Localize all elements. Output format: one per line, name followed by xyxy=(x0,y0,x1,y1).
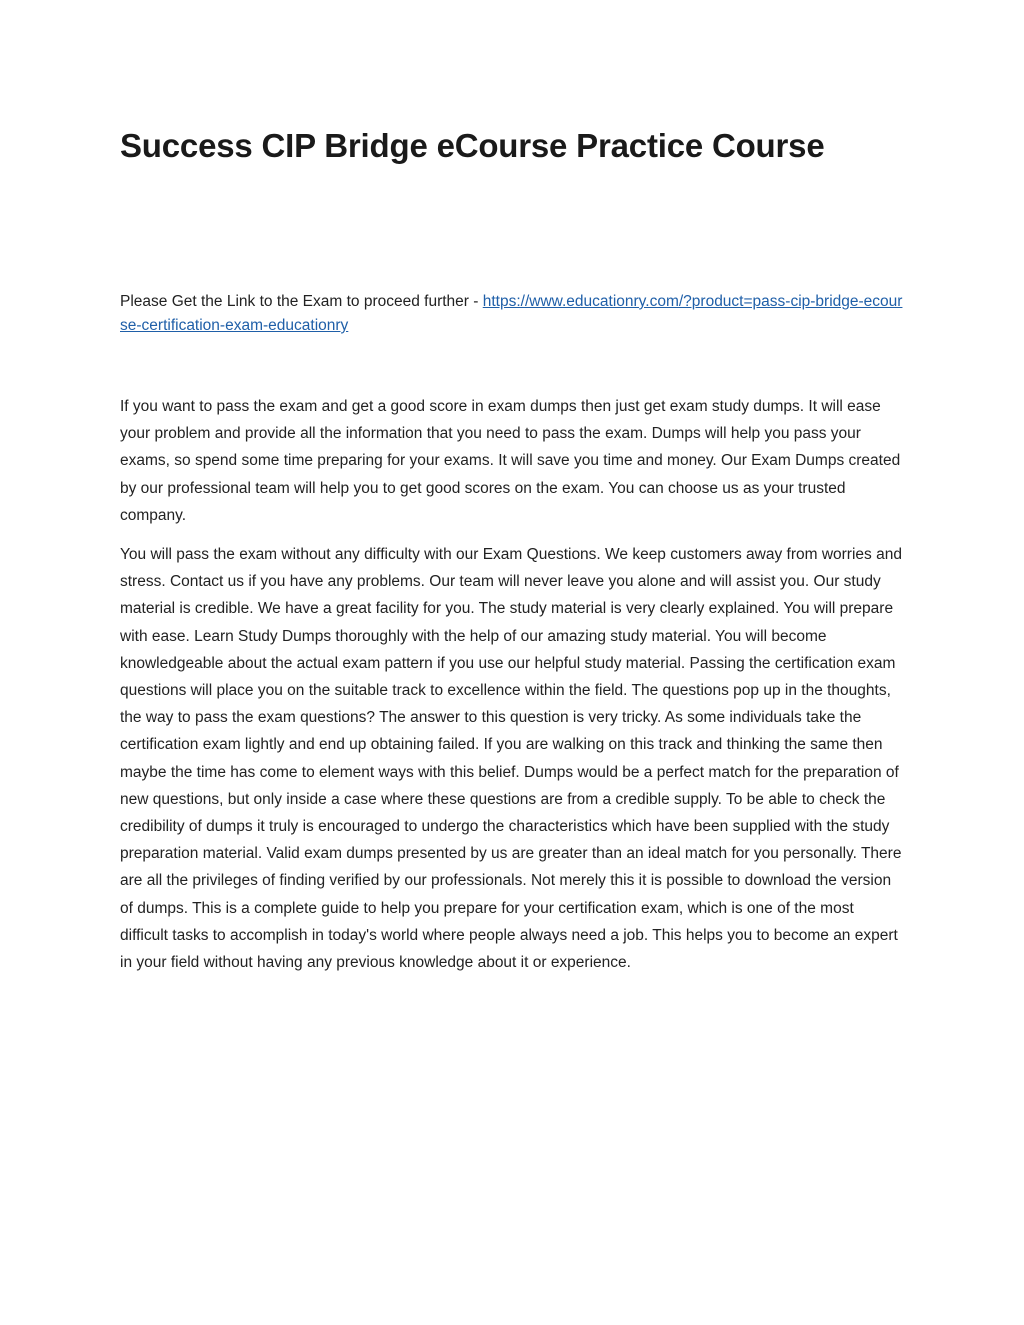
body-paragraph-2: You will pass the exam without any difficulty with our Exam Questions. We keep customers away from worries and stress. Contact us if you have any problems. Our team will never leave you alone and will assist you. Our study material is credible. We have a great facility for you. The study material is very clearly explained. You will prepare with ease. Learn Study Dumps thoroughly with the help of our amazing study material. You will become knowledgeable about the actual exam pattern if you use our helpful study material. Passing the certification exam questions will place you on the suitable track to excellence within the field. The questions pop up in the thoughts, the way to pass the exam questions? The answer to this question is very tricky. As some individuals take the certification exam lightly and end up obtaining failed. If you are walking on this track and thinking the same then maybe the time has come to element ways with this belief. Dumps would be a perfect match for the preparation of new questions, but only inside a case where these questions are from a credible supply. To be able to check the credibility of dumps it truly is encouraged to undergo the characteristics which have been supplied with the study preparation material. Valid exam dumps presented by us are greater than an ideal match for you personally. There are all the privileges of finding verified by our professionals. Not merely this it is possible to download the version of dumps. This is a complete guide to help you prepare for your certification exam, which is one of the most difficult tasks to accomplish in today's world where people always need a job. This helps you to become an expert in your field without having any previous knowledge about it or experience. xyxy=(120,546,902,972)
page-title: Success CIP Bridge eCourse Practice Course xyxy=(120,127,825,164)
body-paragraph-1: If you want to pass the exam and get a good score in exam dumps then just get exam study dumps. It will ease your problem and provide all the information that you need to pass the exam. Dumps will help you pass your exams, so spend some time preparing for your exams. It will save you time and money. Our Exam Dumps created by our professional team will help you to get good scores on the exam. You can choose us as your trusted company. xyxy=(120,398,901,524)
exam-link-paragraph xyxy=(120,290,905,338)
exam-link[interactable]: https://www.educationry.com/?product=pass-cip-bridge-ecourse-certification-exam-educationry xyxy=(120,293,903,334)
link-intro-text: Please Get the Link to the Exam to proceed further - xyxy=(120,293,483,310)
